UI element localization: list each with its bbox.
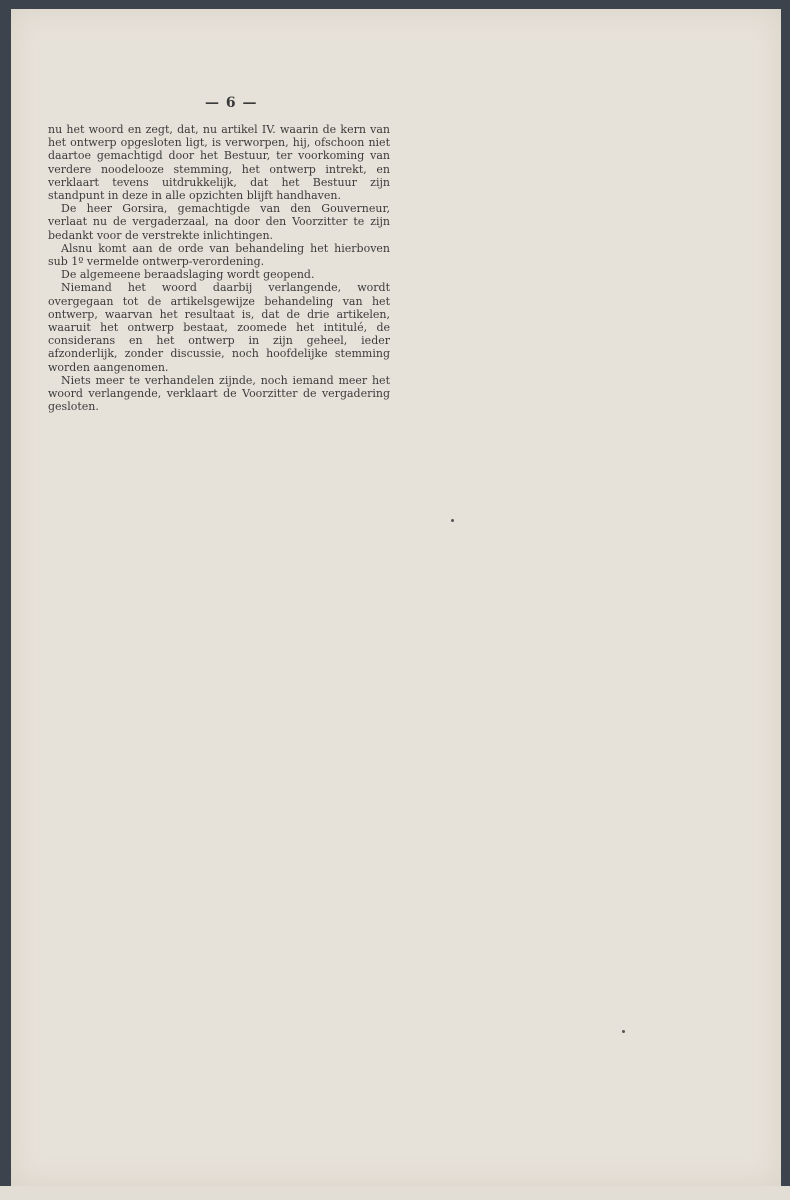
paper-speck xyxy=(451,519,454,522)
paragraph-4: De algemeene beraadslaging wordt geopend. xyxy=(61,268,315,282)
paper-speck xyxy=(622,1030,625,1033)
paper-edge xyxy=(0,1186,790,1200)
paragraph-1: nu het woord en zegt, dat, nu artikel IV. waarin de kern van het ontwerp opgesloten ligt, is verworpen, hij, ofschoon niet daartoe gemachtigd door het Bestuur, ter voorkoming van verdere noodelooze stemming, het ontwerp intrekt, en verklaart tevens uitdrukkelijk, dat het Bestuur zijn standpunt in deze in alle opzichten blijft handhaven. xyxy=(48,123,390,203)
paragraph-5: Niemand het woord daarbij verlangende, wordt overgegaan tot de artikelsgewijze behandeling van het ontwerp, waarvan het resultaat is, dat de drie artikelen, waaruit het ontwerp bestaat, zoomede het intitulé, de considerans en het ontwerp in zijn geheel, ieder afzonderlijk, zonder discussie, noch hoofdelijke stemming worden aangenomen. xyxy=(48,281,390,374)
paragraph-3: Alsnu komt aan de orde van behandeling het hierboven sub 1º vermelde ontwerp-verordening. xyxy=(48,241,390,269)
paragraph-6: Niets meer te verhandelen zijnde, noch iemand meer het woord verlangende, verklaart de Voorzitter de vergadering gesloten. xyxy=(48,373,390,414)
page-number: — 6 — xyxy=(205,95,258,111)
body-text xyxy=(48,123,390,413)
paragraph-2: De heer Gorsira, gemachtigde van den Gouverneur, verlaat nu de vergaderzaal, na door den Voorzitter te zijn bedankt voor de verstrekte inlichtingen. xyxy=(48,202,390,242)
